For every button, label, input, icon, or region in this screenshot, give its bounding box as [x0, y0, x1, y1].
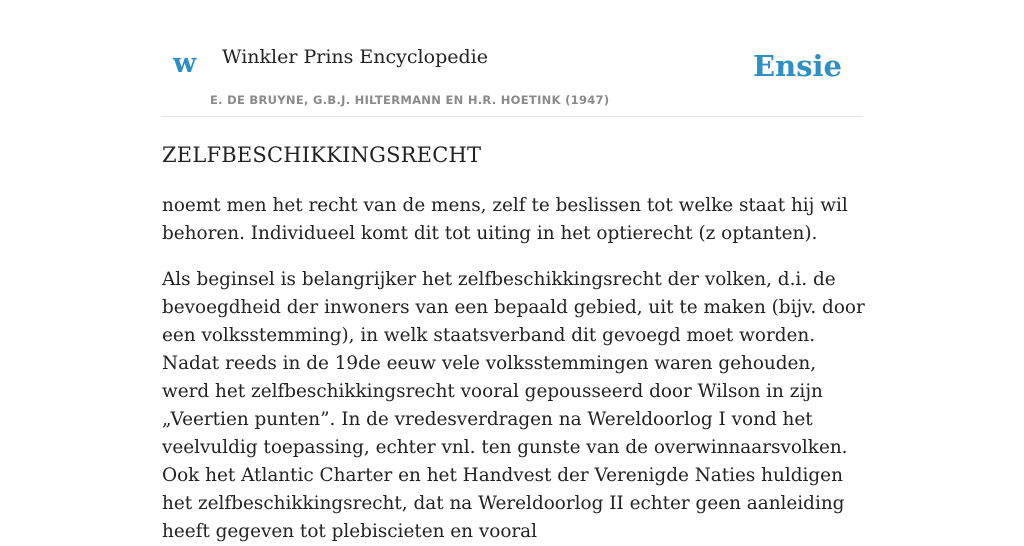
article [162, 140, 868, 546]
article-paragraph: Als beginsel is belangrijker het zelfbeschikkingsrecht der volken, d.i. de bevoegdheid der inwoners van een bepaald gebied, uit te maken (bijv. door een volksstemming), in welk staatsverband dit gevoegd moet worden. Nadat reeds in de 19de eeuw vele volksstemmingen waren gehouden, werd het zelfbeschikkingsrecht vooral gepousseerd door Wilson in zijn „Veertien punten”. In de vredesverdragen na Wereldoorlog I vond het veelvuldig toepassing, echter vnl. ten gunste van de overwinnaarsvolken. Ook het Atlantic Charter en het Handvest der Verenigde Naties huldigen het zelfbeschikkingsrecht, dat na Wereldoorlog II echter geen aanleiding heeft gegeven tot plebiscieten en vooral [162, 269, 865, 542]
winkler-prins-logo[interactable]: w [173, 48, 197, 79]
article-paragraph: noemt men het recht van de mens, zelf te beslissen tot welke staat hij wil behoren. Individueel komt dit tot uiting in het optierecht (z optanten). [162, 195, 848, 244]
ensie-logo[interactable]: Ensie [753, 49, 842, 83]
header [162, 0, 862, 117]
article-title: ZELFBESCHIKKINGSRECHT [162, 143, 482, 167]
publication-authors: E. DE BRUYNE, G.B.J. HILTERMANN EN H.R. HOETINK (1947) [210, 93, 610, 107]
publication-title[interactable]: Winkler Prins Encyclopedie [222, 46, 488, 68]
